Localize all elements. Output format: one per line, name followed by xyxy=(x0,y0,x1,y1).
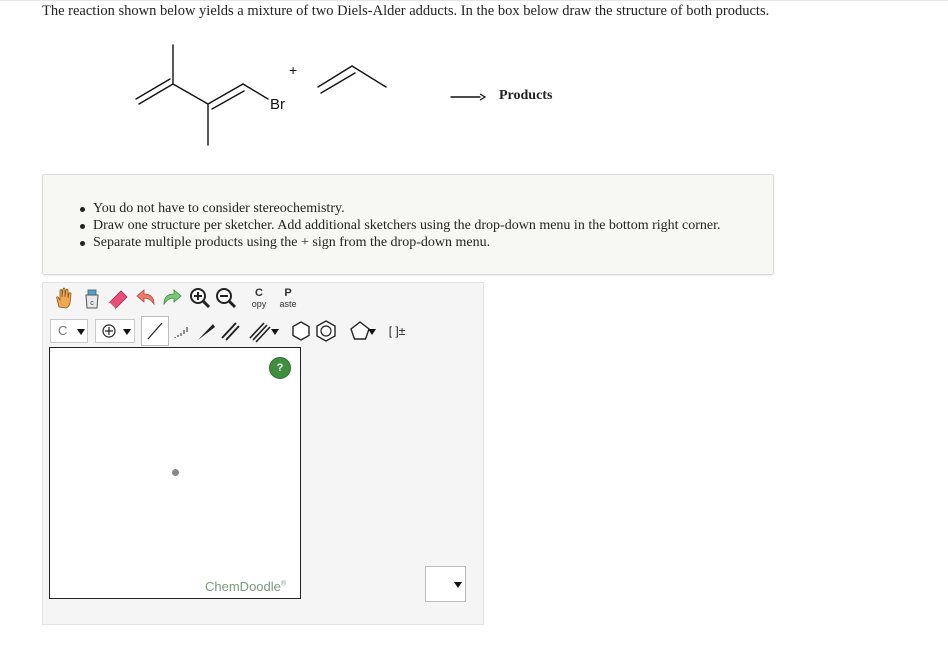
wedge-bond-tool[interactable] xyxy=(194,317,218,345)
copy-button-letter: C xyxy=(255,287,263,299)
instructions-list xyxy=(93,200,721,251)
chevron-down-icon xyxy=(271,329,279,335)
element-select-value: C xyxy=(58,323,68,338)
plus-sign: + xyxy=(289,62,298,78)
benzene-icon xyxy=(314,319,338,343)
products-label: Products xyxy=(499,88,553,103)
benzene-tool[interactable] xyxy=(313,317,339,345)
double-bond-icon xyxy=(219,319,241,343)
help-button[interactable]: ? xyxy=(269,357,291,379)
chemdoodle-brand xyxy=(205,579,286,594)
clear-icon[interactable] xyxy=(79,285,105,311)
cyclohexane-tool[interactable] xyxy=(289,317,313,345)
bracket-tool[interactable] xyxy=(383,317,411,345)
diene-central-bond xyxy=(173,84,208,104)
cyclopentane-tool[interactable] xyxy=(339,317,381,345)
charge-button[interactable] xyxy=(95,319,135,343)
element-select[interactable] xyxy=(50,319,88,343)
bracket-tool-label: [ ]± xyxy=(388,324,406,338)
hashed-bond-icon xyxy=(171,319,193,343)
add-sketcher-dropdown[interactable] xyxy=(425,566,466,602)
double-bond-tool[interactable] xyxy=(218,317,242,345)
instruction-item: Separate multiple products using the + sign from the drop-down menu. xyxy=(93,234,721,251)
chevron-down-icon xyxy=(123,329,131,335)
zoom-in-icon[interactable] xyxy=(188,285,212,311)
dienophile-methyl-bond xyxy=(352,66,386,87)
hand-icon[interactable] xyxy=(51,285,77,311)
triple-bond-tool[interactable] xyxy=(242,317,280,345)
hashed-bond-tool[interactable] xyxy=(170,317,194,345)
charge-plus-icon xyxy=(101,323,117,339)
zoom-out-icon[interactable] xyxy=(214,285,238,311)
paste-button-letter: P xyxy=(284,287,292,299)
question-text: The reaction shown below yields a mixture of two Diels-Alder adducts. In the box below draw the structure of both products. xyxy=(42,3,770,19)
chemdoodle-brand-name: ChemDoodle xyxy=(205,579,281,594)
instruction-item: You do not have to consider stereochemistry. xyxy=(93,200,721,217)
paste-button-label: aste xyxy=(279,299,297,309)
bromine-label: Br xyxy=(270,96,285,113)
svg-text:c: c xyxy=(90,300,94,307)
reaction-scheme xyxy=(0,0,948,170)
canvas-cursor-dot xyxy=(172,469,179,476)
chevron-down-icon xyxy=(77,329,85,335)
diene-cbr-bond xyxy=(243,84,268,99)
instruction-item: Draw one structure per sketcher. Add additional sketchers using the drop-down menu in the bottom right corner. xyxy=(93,218,721,233)
wedge-bond-icon xyxy=(195,319,217,343)
dienophile-double-bond xyxy=(318,66,352,87)
eraser-icon[interactable] xyxy=(105,285,131,311)
chevron-down-icon xyxy=(368,329,376,335)
copy-button-label: opy xyxy=(251,299,267,309)
cyclohexane-icon xyxy=(290,319,312,343)
instructions-panel xyxy=(42,174,774,275)
redo-icon[interactable] xyxy=(159,285,185,311)
chemdoodle-brand-mark: ® xyxy=(280,580,287,588)
chevron-down-icon xyxy=(454,582,462,588)
single-bond-icon xyxy=(142,317,168,345)
undo-icon[interactable] xyxy=(133,285,159,311)
copy-button[interactable] xyxy=(247,288,271,309)
single-bond-tool[interactable] xyxy=(141,316,169,346)
paste-button[interactable] xyxy=(275,288,301,309)
